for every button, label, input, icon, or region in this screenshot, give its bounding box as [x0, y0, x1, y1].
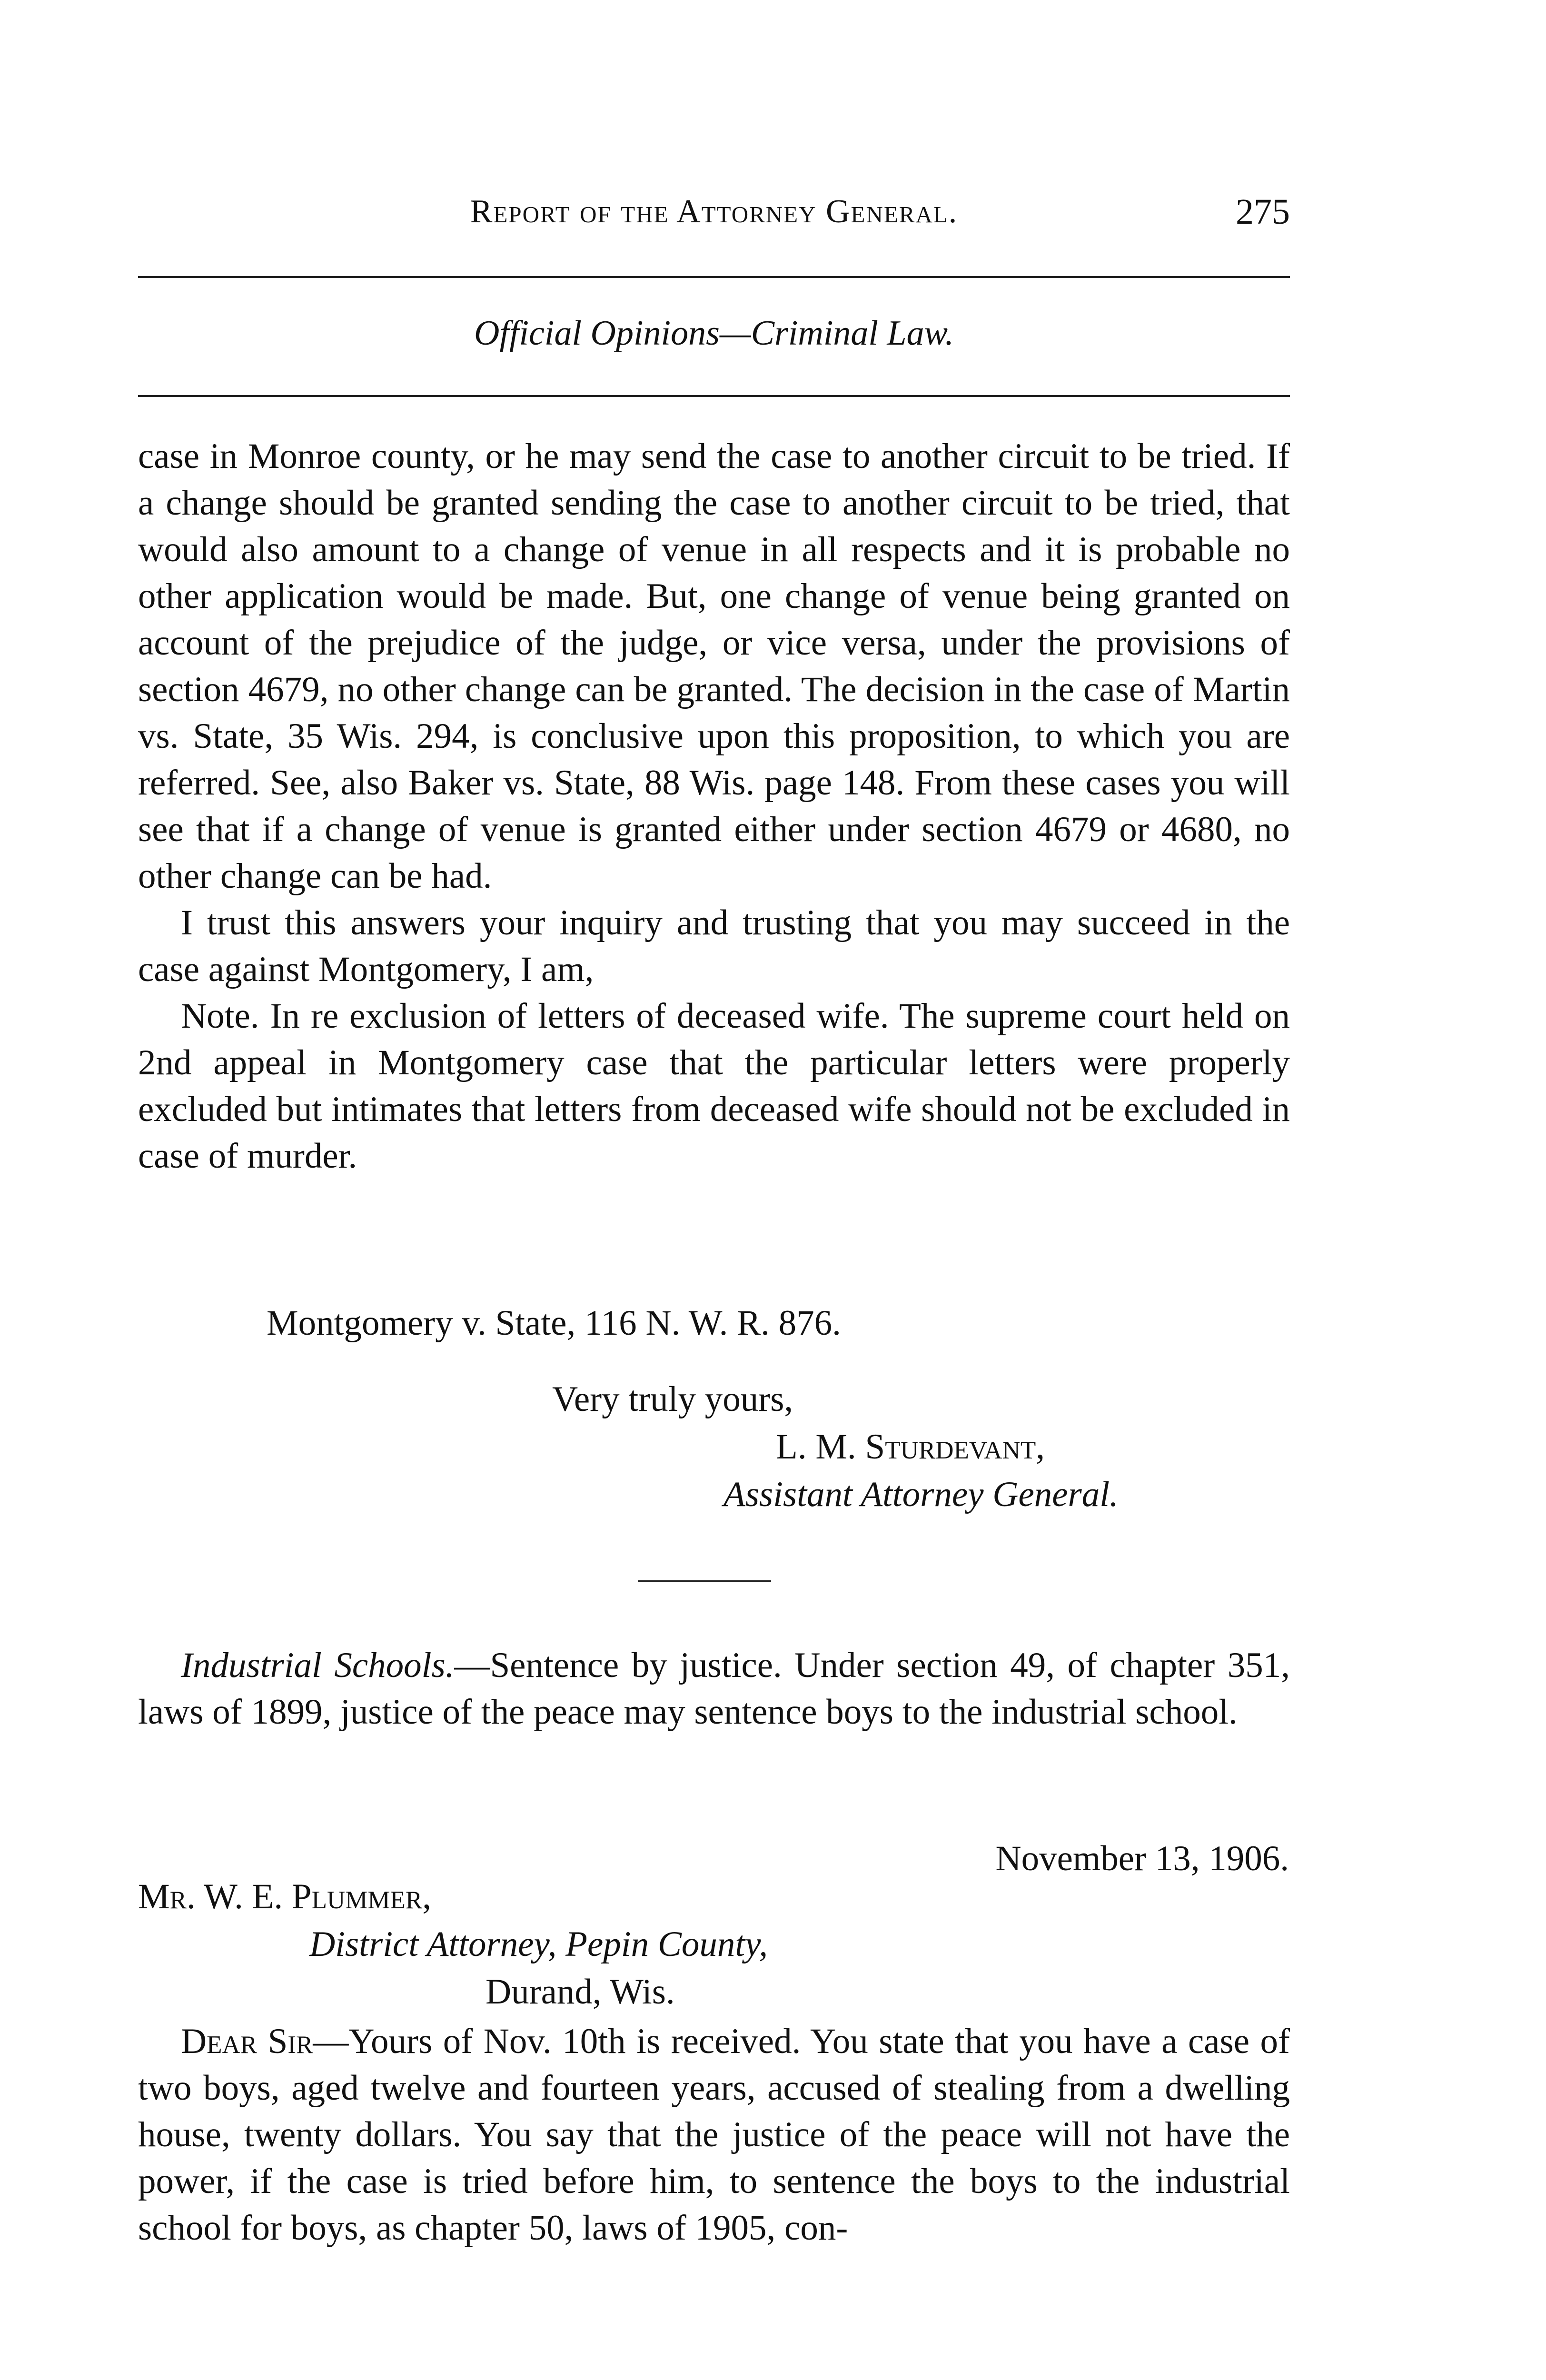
- opinion-1-body: [138, 433, 1290, 1180]
- letter-body-text: —Yours of Nov. 10th is received. You state that you have a case of two boys, aged twelve and fourteen years, accused of stealing from a dwelling house, twenty dollars. You say that the justice of the peace will not have the power, if the case is tried before him, to sentence the boys to the industrial school for boys, as chapter 50, laws of 1905, con-: [138, 2022, 1290, 2248]
- syllabus-paragraph: [138, 1642, 1290, 1735]
- opinion-2-syllabus: [138, 1642, 1290, 1735]
- salutation: Dear Sir: [181, 2022, 313, 2061]
- opinion-2-body: [138, 2018, 1290, 2251]
- addressee-city: Durand, Wis.: [486, 1972, 675, 2012]
- letter-body-paragraph: [138, 2018, 1290, 2251]
- section-divider: [638, 1580, 771, 1582]
- header-rule-top: [138, 276, 1290, 278]
- section-heading: Official Opinions—Criminal Law.: [474, 314, 954, 353]
- running-title: Report of the Attorney General.: [470, 193, 958, 230]
- case-citation: Montgomery v. State, 116 N. W. R. 876.: [267, 1303, 841, 1343]
- opinion-1-note: Note. In re exclusion of letters of deceased wife. The supreme court held on 2nd appeal in Montgomery case that the particular letters were properly excluded but intimates that letters from deceased wife should not be excluded in case of murder.: [138, 996, 1290, 1176]
- header-rule-bottom: [138, 395, 1290, 397]
- syllabus-text: —Sentence by justice. Under section 49, of chapter 351, laws of 1899, justice of the peace may sentence boys to the industrial school.: [138, 1646, 1290, 1732]
- opinion-1-continuation: case in Monroe county, or he may send the case to another circuit to be tried. If a change should be granted sending the case to another circuit to be tried, that would also amount to a change of venue in all respects and it is probable no other application would be made. But, one change of venue being granted on account of the prejudice of the judge, or vice versa, under the provisions of section 4679, no other change can be granted. The decision in the case of Martin vs. State, 35 Wis. 294, is conclusive upon this proposition, to which you are referred. See, also Baker vs. State, 88 Wis. page 148. From these cases you will see that if a change of venue is granted either under section 4679 or 4680, no other change can be had.: [138, 436, 1290, 896]
- running-header: [138, 186, 1290, 238]
- page-number: 275: [1236, 192, 1290, 232]
- letter-date: November 13, 1906.: [995, 1839, 1289, 1878]
- signer-title: Assistant Attorney General.: [723, 1475, 1119, 1514]
- addressee-name: Mr. W. E. Plummer,: [138, 1877, 431, 1916]
- opinion-1-trust-paragraph: I trust this answers your inquiry and trusting that you may succeed in the case against Montgomery, I am,: [138, 903, 1290, 989]
- letter-closing: Very truly yours,: [552, 1379, 793, 1419]
- syllabus-topic: Industrial Schools.: [181, 1646, 455, 1685]
- signer-name: L. M. Sturdevant,: [776, 1427, 1045, 1467]
- addressee-office: District Attorney, Pepin County,: [309, 1924, 768, 1964]
